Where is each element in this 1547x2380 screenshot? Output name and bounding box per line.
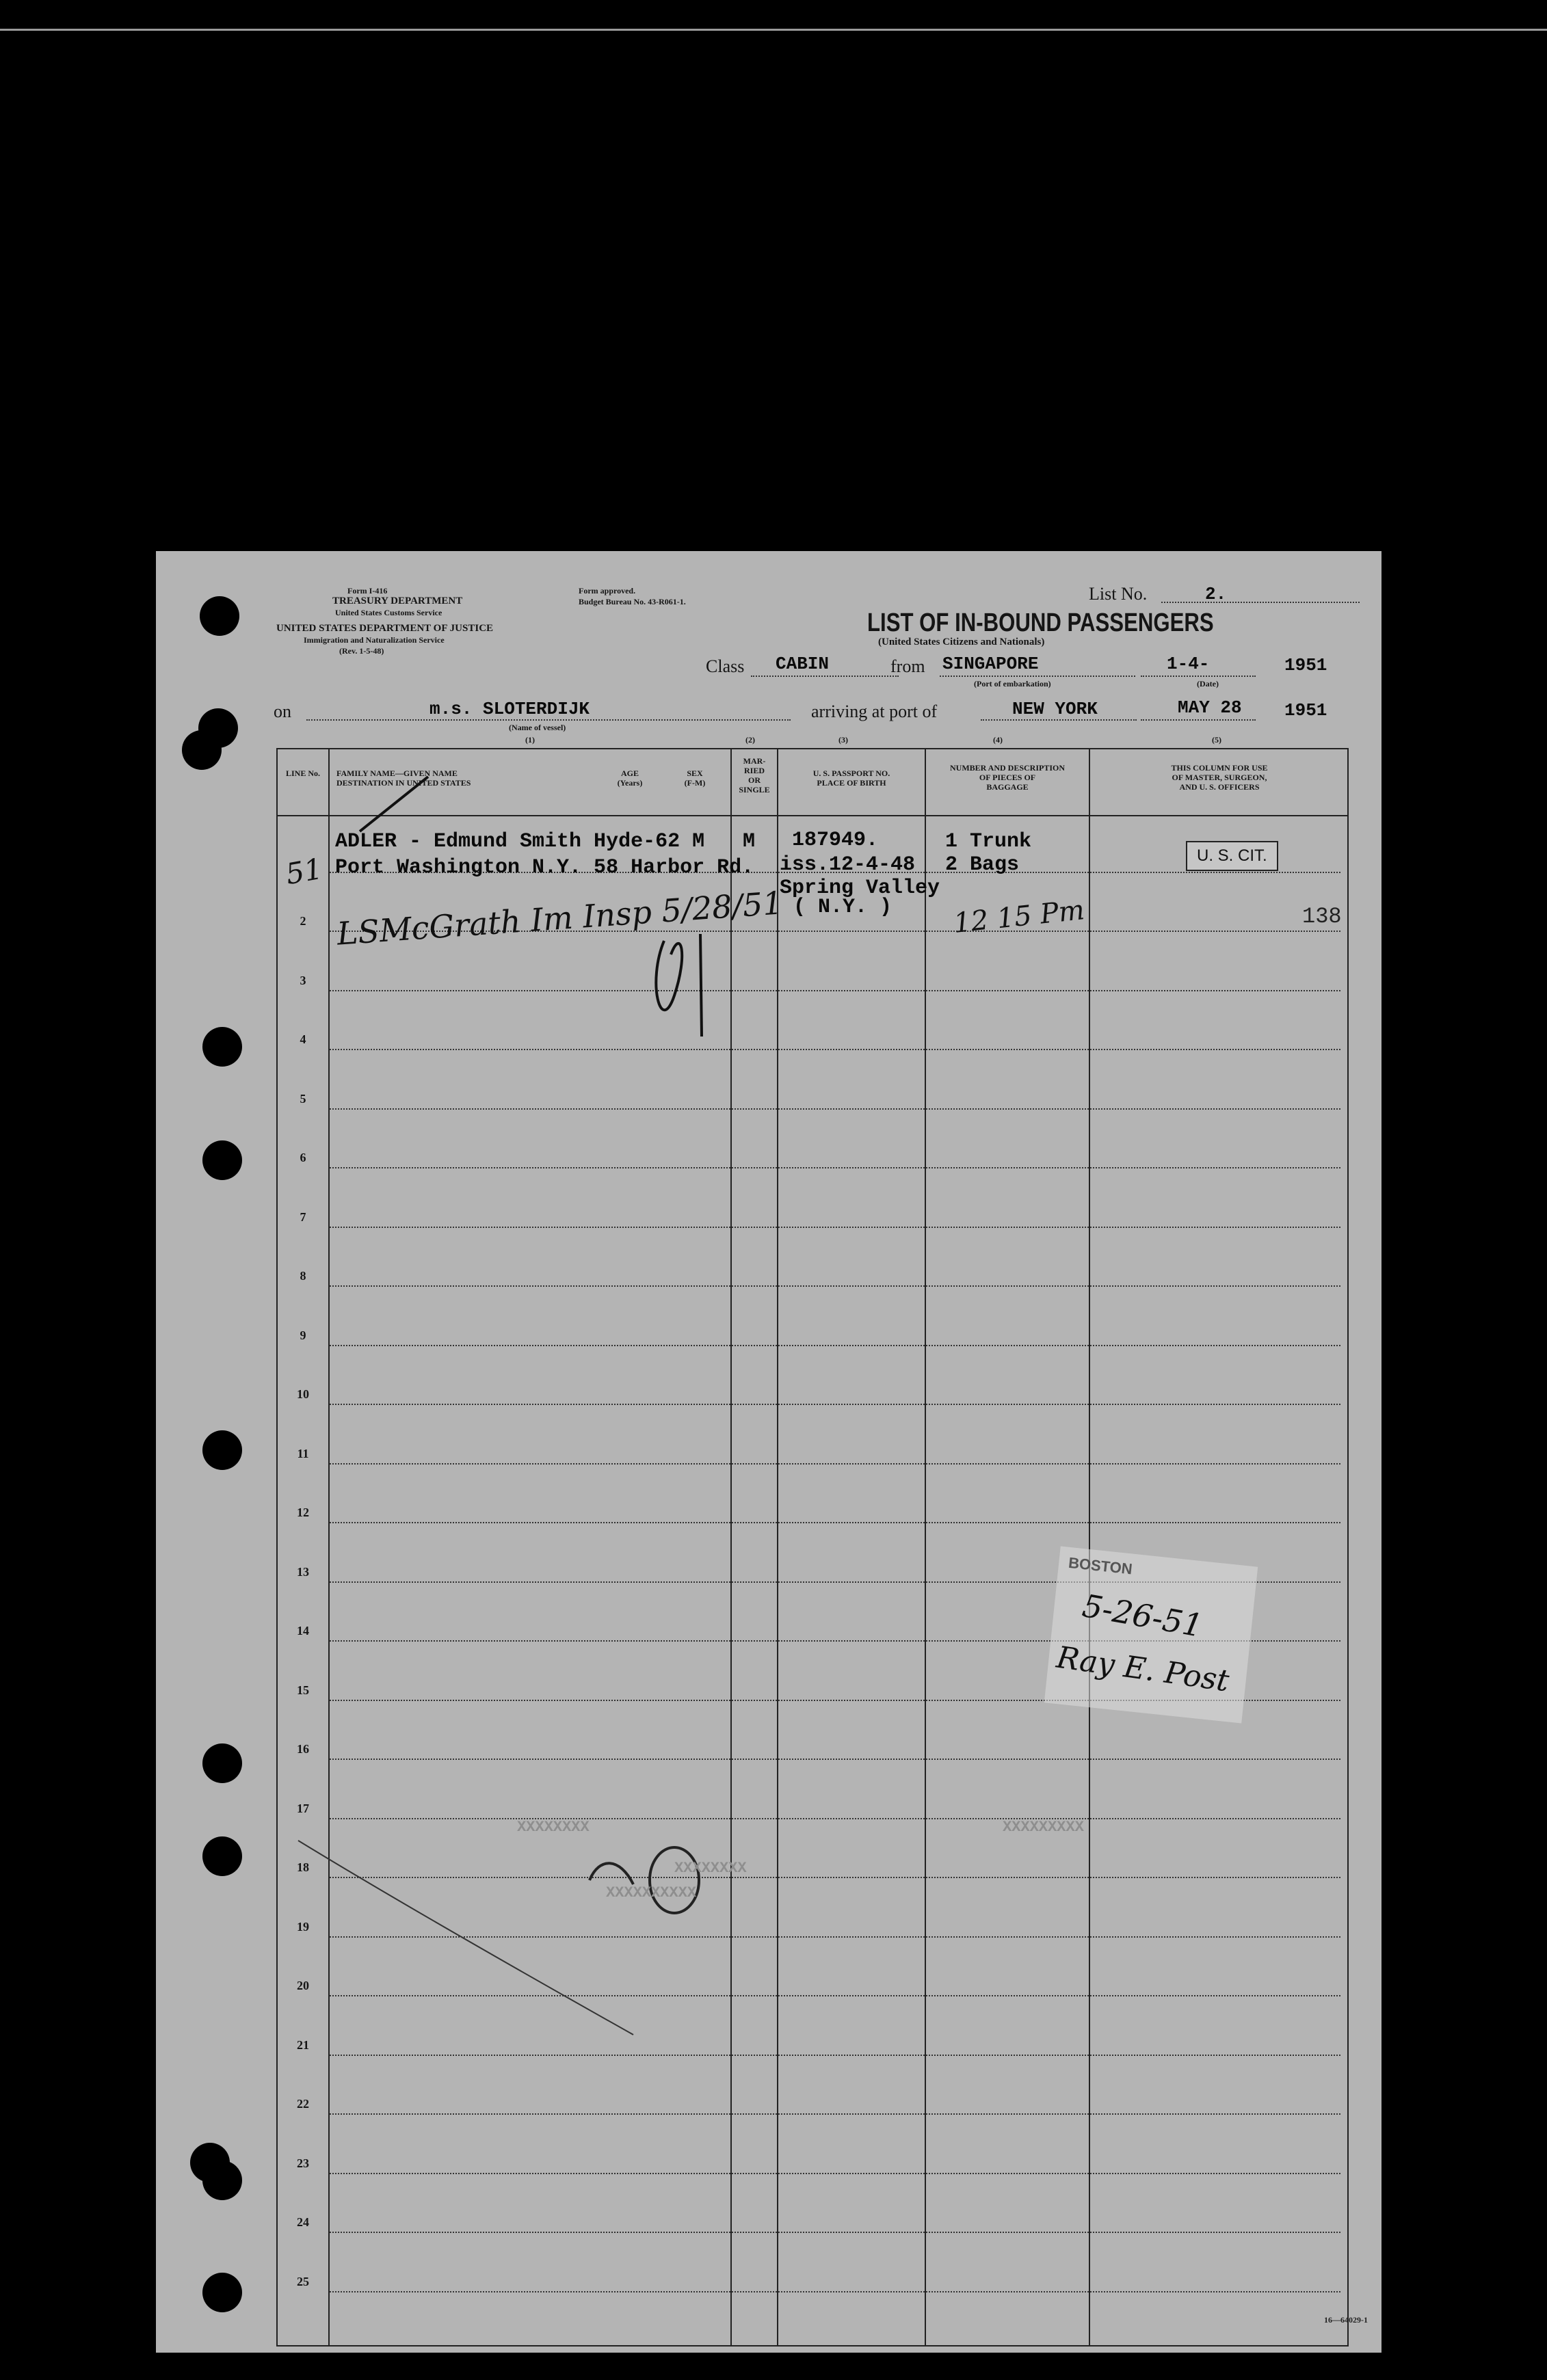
vessel-line (306, 719, 791, 721)
budget-bureau: Budget Bureau No. 43-R061-1. (579, 597, 686, 606)
bleedthrough-text: XXXXXXXXX (1003, 1819, 1084, 1836)
arrival-port: NEW YORK (1012, 699, 1098, 719)
birth-state: ( N.Y. ) (793, 896, 892, 919)
punch-hole (202, 1743, 242, 1783)
arrival-port-line (981, 719, 1137, 721)
col-head-official: THIS COLUMN FOR USE OF MASTER, SURGEON, AND U. S. OFFICERS (1171, 763, 1268, 792)
departure-date: 1-4- (1167, 654, 1210, 674)
col-num-5: (5) (1212, 735, 1221, 745)
justice-dept: UNITED STATES DEPARTMENT OF JUSTICE (276, 623, 494, 634)
col-head-name: FAMILY NAME—GIVEN NAME DESTINATION IN UNITED STATES (336, 768, 471, 788)
stamp-city: BOSTON (1068, 1553, 1133, 1578)
col-head-married: MAR- RIED OR SINGLE (739, 756, 770, 794)
line-number: 9 (300, 1328, 306, 1342)
line-number: 5 (300, 1091, 306, 1106)
arrival-date-line (1141, 719, 1256, 721)
vessel-caption: (Name of vessel) (509, 723, 566, 732)
diagonal-pencil-line (298, 1841, 633, 2035)
punch-hole (202, 2273, 242, 2312)
manifest-page (156, 551, 1381, 2353)
ink-circle (650, 1847, 699, 1913)
vessel-name: m.s. SLOTERDIJK (429, 699, 590, 719)
passenger-table (276, 748, 1349, 2346)
date-caption: (Date) (1197, 679, 1219, 688)
birth-place: Spring Valley (780, 877, 940, 900)
col-head-baggage: NUMBER AND DESCRIPTION OF PIECES OF BAGGAGE (949, 763, 1066, 792)
list-no-line (1161, 602, 1360, 603)
scan-edge-line (0, 29, 1547, 31)
port-embark-line (940, 676, 1135, 677)
col-num-1: (1) (525, 735, 535, 745)
ink-stroke (700, 934, 702, 1037)
form-revision: (Rev. 1-5-48) (339, 646, 384, 656)
class-label: Class (706, 656, 745, 676)
line-number: 25 (297, 2274, 309, 2288)
punch-hole (202, 1430, 242, 1470)
col-num-2: (2) (745, 735, 755, 745)
line-number: 24 (297, 2215, 309, 2229)
passport-number: 187949. (792, 829, 879, 852)
line-number: 12 (297, 1506, 309, 1519)
departure-year: 1951 (1284, 655, 1327, 676)
ink-marks (278, 749, 1350, 2348)
col-head-age: AGE (Years) (617, 768, 643, 788)
passenger-address: Port Washington N.Y. 58 Harbor Rd. (335, 856, 754, 879)
line-number: 2 (300, 914, 306, 928)
line-number: 7 (300, 1209, 306, 1224)
ins-service: Immigration and Naturalization Service (304, 635, 445, 645)
page-title: LIST OF IN-BOUND PASSENGERS (867, 609, 1214, 637)
line-mark-handwritten: 51 (283, 851, 326, 892)
col-head-passport: U. S. PASSPORT NO. PLACE OF BIRTH (812, 768, 890, 788)
list-no-value: 2. (1205, 584, 1227, 604)
punch-hole (202, 1140, 242, 1180)
line-number: 22 (297, 2097, 309, 2111)
arrival-date: MAY 28 (1178, 697, 1242, 718)
treasury-dept: TREASURY DEPARTMENT (332, 596, 463, 606)
line-number: 11 (297, 1446, 309, 1460)
passenger-married: M (743, 830, 756, 853)
arrival-year: 1951 (1284, 700, 1327, 721)
ink-loop (656, 941, 682, 1010)
punch-hole (202, 1027, 242, 1067)
line-number: 14 (297, 1624, 309, 1637)
arriving-label: arriving at port of (811, 701, 938, 721)
punch-hole (202, 2161, 242, 2200)
form-approved: Form approved. (579, 586, 636, 596)
col-head-line: LINE No. (285, 768, 320, 778)
line-number: 3 (300, 973, 306, 987)
col-num-4: (4) (993, 735, 1003, 745)
bleedthrough-text: XXXXXXXXXX (606, 1884, 697, 1901)
line-number: 10 (297, 1387, 309, 1401)
port-embarkation: SINGAPORE (942, 654, 1039, 674)
us-citizen-stamp: U. S. CIT. (1186, 841, 1278, 871)
class-value: CABIN (776, 654, 830, 674)
page-subtitle: (United States Citizens and Nationals) (878, 637, 1045, 647)
list-no-label: List No. (1089, 584, 1148, 604)
ink-scribble (590, 1863, 633, 1884)
boston-date: 5-26-51 (1079, 1587, 1206, 1644)
from-label: from (890, 656, 925, 676)
line-number: 23 (297, 2156, 309, 2170)
form-footer-code: 16—64029-1 (1324, 2315, 1368, 2325)
line-number: 20 (297, 1979, 309, 1992)
inspector-signature: LSMcGrath Im Insp 5/28/51 (335, 884, 784, 952)
bleedthrough-text: XXXXXXXX (517, 1819, 590, 1836)
passenger-name: ADLER - Edmund Smith Hyde-62 M (335, 830, 705, 853)
line-number: 15 (297, 1683, 309, 1697)
baggage-bags: 2 Bags (945, 853, 1020, 877)
line-number: 4 (300, 1032, 306, 1046)
line-number: 13 (297, 1564, 309, 1579)
line-number: 19 (297, 1919, 309, 1934)
on-label: on (274, 701, 291, 721)
col-head-sex: SEX (F-M) (684, 768, 706, 788)
date-line (1141, 676, 1256, 677)
line-number: 17 (297, 1801, 309, 1815)
line-number: 21 (297, 2037, 309, 2052)
line-number: 18 (297, 1860, 309, 1874)
class-line (751, 676, 899, 677)
checkmark-stroke (360, 777, 428, 831)
punch-hole (202, 1836, 242, 1876)
port-embark-caption: (Port of embarkation) (974, 679, 1051, 688)
customs-service: United States Customs Service (335, 608, 442, 617)
baggage-trunk: 1 Trunk (945, 830, 1032, 853)
bleedthrough-text: XXXXXXXX (674, 1860, 747, 1877)
line-number: 8 (300, 1269, 306, 1283)
punch-hole (182, 730, 222, 770)
line-number: 6 (300, 1151, 306, 1164)
passport-issued: iss.12-4-48 (780, 853, 916, 877)
punch-hole (200, 596, 239, 636)
col-num-3: (3) (838, 735, 848, 745)
margin-number: 138 (1302, 904, 1342, 929)
line-number: 16 (297, 1742, 309, 1756)
inspection-time: 12 15 Pm (952, 894, 1086, 939)
boston-signature: Ray E. Post (1054, 1640, 1232, 1699)
form-number: Form I-416 (347, 586, 388, 596)
